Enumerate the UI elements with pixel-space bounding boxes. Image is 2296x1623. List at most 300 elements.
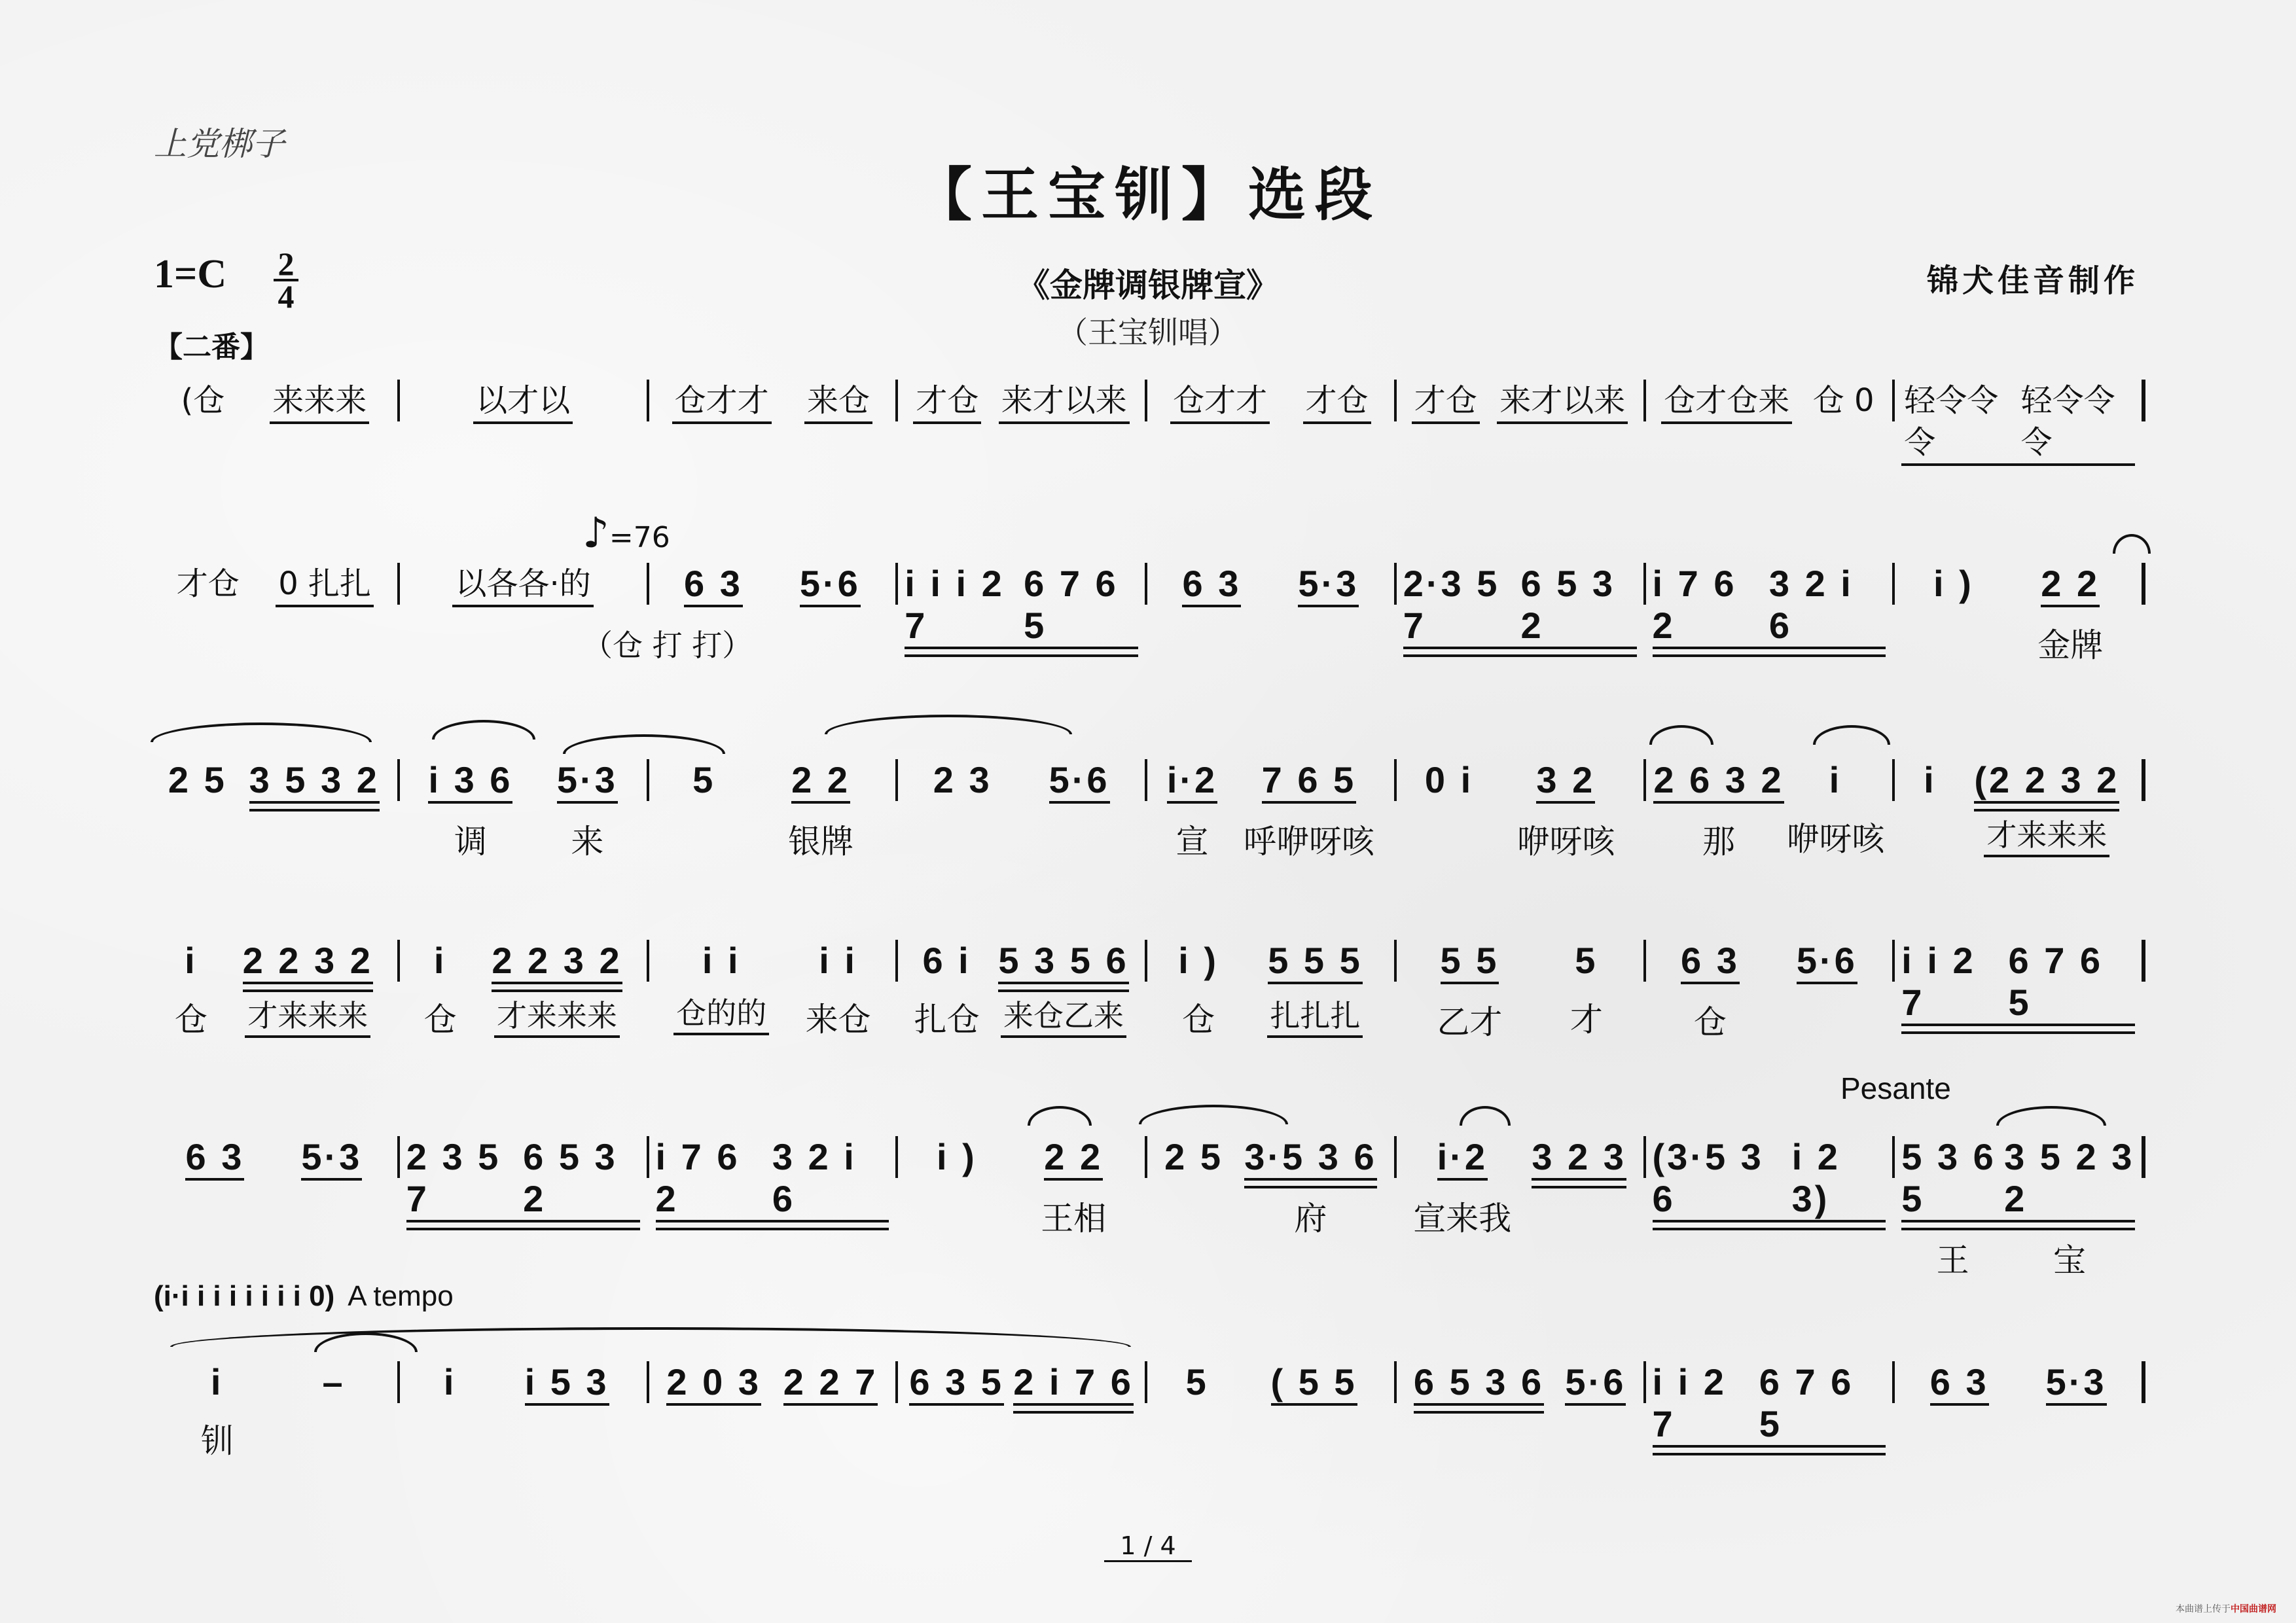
- jianpu-notes: i ): [1933, 563, 1974, 604]
- note-group: [1298, 563, 1359, 607]
- percussion-sub-line: （仓 打 打）: [583, 628, 753, 663]
- jianpu-notes: i: [433, 940, 447, 981]
- jianpu-notes: 3 2 3: [1532, 1136, 1626, 1181]
- lyric: 咿呀咳: [1516, 823, 1615, 861]
- percussion-under-text: 才来来来: [1984, 815, 2109, 857]
- jianpu-notes: 5·3: [557, 759, 618, 804]
- jianpu-notes: 6 7 6 5: [1024, 563, 1138, 649]
- jianpu-notes: 5 5 5: [1268, 940, 1363, 984]
- note-group: [656, 1136, 772, 1222]
- lyric: 府: [1294, 1200, 1327, 1238]
- measure: [649, 759, 899, 861]
- time-signature-bottom: 4: [278, 278, 295, 315]
- time-signature-top: 2: [278, 245, 295, 282]
- percussion-syllables: (仓: [181, 382, 225, 419]
- slur-mark: [2113, 534, 2151, 554]
- jianpu-notes: 5·3: [2046, 1361, 2107, 1406]
- note-group: [2004, 1136, 2135, 1280]
- lyric: 仓: [1693, 1003, 1727, 1041]
- note-group: [276, 563, 374, 607]
- lyric: 金牌: [2037, 626, 2104, 664]
- jianpu-notes: i i 2 7: [1901, 940, 2008, 1026]
- jianpu-notes: 5·6: [800, 563, 861, 607]
- lyric: 来: [571, 823, 604, 861]
- jianpu-notes: 2 5: [168, 759, 227, 800]
- measure: [898, 759, 1147, 801]
- tempo-value: =76: [609, 521, 670, 554]
- percussion-under-text: 才来来来: [245, 996, 370, 1038]
- note-group: [452, 563, 593, 607]
- note-group: [1170, 380, 1270, 424]
- note-group: [525, 1361, 609, 1406]
- section-label: 【二番】: [154, 330, 269, 364]
- jianpu-notes: i 7 6 2: [1653, 563, 1769, 649]
- jianpu-notes: i 2 3): [1792, 1136, 1886, 1222]
- note-group: [168, 759, 227, 801]
- genre-label: 上党梆子: [154, 125, 285, 163]
- jianpu-notes: i·2: [1167, 759, 1217, 804]
- jianpu-notes: ( 5 5: [1271, 1361, 1357, 1406]
- measure: [400, 563, 649, 605]
- jianpu-notes: 2 2: [1044, 1136, 1103, 1181]
- percussion-syllables: 来才以来: [1497, 380, 1628, 424]
- jianpu-notes: i ): [936, 1136, 977, 1177]
- note-group: [1413, 1136, 1511, 1238]
- note-group: [2037, 563, 2103, 665]
- eighth-note-icon: ♪: [583, 509, 609, 558]
- lyric: 钏: [200, 1422, 234, 1460]
- measure: [1646, 759, 1895, 861]
- note-group: [185, 1136, 244, 1181]
- jianpu-notes: 3·5 3 6: [1244, 1136, 1376, 1181]
- jianpu-notes: i i 2 7: [1653, 1361, 1759, 1448]
- slur-mark: [170, 1327, 1131, 1347]
- jianpu-notes: 2 2 7: [783, 1361, 878, 1406]
- jianpu-notes: 6 3 5: [909, 1361, 1004, 1406]
- note-group: [913, 380, 981, 424]
- score-line: [151, 940, 2145, 1041]
- lyric: 扎仓: [914, 1001, 980, 1039]
- note-group: [1797, 940, 1857, 984]
- note-group: [937, 1136, 977, 1178]
- jianpu-notes: 6 5 3 2: [1520, 563, 1636, 649]
- note-group: [243, 940, 373, 1038]
- measure: [1646, 1361, 1895, 1444]
- measure: [151, 759, 400, 801]
- note-group: [1182, 563, 1241, 607]
- producer-credit: 锦犬佳音制作: [1926, 262, 2139, 299]
- score-line: [151, 380, 2145, 461]
- percussion-under-text: 仓的的: [673, 993, 769, 1035]
- percussion-syllables: 来来来: [270, 380, 369, 424]
- measure: [649, 563, 899, 605]
- note-group: [806, 940, 871, 1039]
- measure: [400, 1361, 649, 1403]
- jianpu-notes: 5 5: [1441, 940, 1499, 984]
- note-group: [523, 1136, 639, 1222]
- note-group: [1184, 1361, 1210, 1403]
- note-group: [666, 1361, 761, 1406]
- jianpu-notes: i ): [1178, 940, 1219, 981]
- note-group: [1497, 380, 1628, 424]
- measure: [649, 940, 899, 1039]
- note-group: [909, 1361, 1004, 1406]
- score-line: [151, 759, 2145, 861]
- lyric: 那: [1702, 823, 1735, 861]
- lyric: 银牌: [788, 823, 854, 861]
- watermark: [2176, 1602, 2276, 1615]
- note-group: [1414, 1361, 1544, 1406]
- note-group: [1974, 759, 2119, 857]
- percussion-syllables: 来才以来: [999, 380, 1130, 424]
- note-group: [783, 1361, 878, 1406]
- note-group: [1412, 380, 1480, 424]
- note-group: [998, 940, 1128, 1038]
- note-group: [1570, 940, 1603, 1039]
- measure: [1895, 1361, 2145, 1403]
- singer-note: （王宝钏唱）: [1058, 315, 1238, 350]
- note-group: [179, 380, 228, 421]
- measure: [1147, 759, 1397, 861]
- note-group: [1901, 1136, 2004, 1280]
- jianpu-notes: 3 2 i 6: [1769, 563, 1886, 649]
- note-group: [673, 940, 769, 1035]
- jianpu-notes: i 5 3: [525, 1361, 609, 1406]
- jianpu-notes: 6 3: [1681, 940, 1740, 984]
- measure: [151, 380, 400, 421]
- measure: [898, 563, 1147, 646]
- jianpu-notes: 5 3 6 5: [1901, 1136, 2004, 1222]
- note-group: [406, 1136, 523, 1222]
- note-group: [1425, 759, 1473, 801]
- note-group: [1303, 380, 1371, 424]
- measure: [400, 759, 649, 861]
- percussion-syllables: 仓 0: [1812, 382, 1874, 419]
- jianpu-notes: 2 2 3 2: [243, 940, 373, 984]
- note-group: [1244, 759, 1374, 861]
- jianpu-notes: 2 3: [933, 759, 992, 800]
- jianpu-notes: 3 5 2 3 2: [2004, 1136, 2135, 1222]
- a-tempo-notes: (i·i i i i i i i i 0): [154, 1280, 335, 1312]
- note-group: [1516, 759, 1615, 861]
- measure: [151, 563, 400, 605]
- score-line: [151, 1361, 2145, 1460]
- jianpu-notes: 6 5 3 6: [1414, 1361, 1544, 1406]
- note-group: [933, 759, 992, 801]
- slur-mark: [1028, 1106, 1092, 1126]
- jianpu-notes: 6 3: [684, 563, 743, 607]
- jianpu-notes: 2 2 3 2: [492, 940, 622, 984]
- jianpu-notes: 6 3: [1930, 1361, 1989, 1406]
- jianpu-notes: i: [210, 1361, 224, 1402]
- jianpu-notes: 2 2: [2041, 563, 2100, 607]
- slur-mark: [1649, 725, 1713, 745]
- note-group: [473, 380, 573, 424]
- jianpu-notes: 5·6: [1049, 759, 1110, 804]
- note-group: [492, 940, 622, 1038]
- lyric: 来仓: [805, 1001, 871, 1039]
- percussion-syllables: 以各各·的: [452, 563, 593, 607]
- percussion-syllables: 轻令令令: [1901, 380, 2018, 466]
- measure: [400, 380, 649, 421]
- note-group: [2046, 1361, 2107, 1406]
- note-group: [1810, 380, 1877, 421]
- slur-mark: [432, 720, 535, 740]
- key-signature: 1=C: [154, 252, 227, 296]
- note-group: [175, 940, 207, 1039]
- jianpu-notes: 2 2: [791, 759, 850, 804]
- jianpu-notes: i: [443, 1361, 457, 1402]
- note-group: [672, 380, 772, 424]
- note-group: [2008, 940, 2135, 1026]
- jianpu-notes: (3·5 3 6: [1653, 1136, 1792, 1222]
- note-group: [1917, 759, 1943, 801]
- note-group: [1013, 1361, 1134, 1406]
- jianpu-notes: i: [1829, 759, 1842, 800]
- note-group: [321, 1361, 347, 1403]
- measure: [1895, 563, 2145, 664]
- note-group: [691, 759, 717, 801]
- jianpu-notes: 2 i 7 6: [1013, 1361, 1134, 1406]
- lyric: 仓: [174, 1001, 207, 1039]
- jianpu-notes: i 7 6 2: [656, 1136, 772, 1222]
- jianpu-notes: 5 3 5 6: [998, 940, 1128, 984]
- jianpu-notes: (2 2 3 2: [1974, 759, 2119, 804]
- percussion-syllables: 才仓: [913, 380, 981, 424]
- note-group: [1653, 1136, 1792, 1222]
- percussion-syllables: 才仓: [176, 565, 240, 602]
- note-group: [1759, 1361, 1886, 1448]
- note-group: [301, 1136, 362, 1181]
- measure: [151, 1361, 400, 1460]
- note-group: [1271, 1361, 1357, 1406]
- note-group: [270, 380, 369, 424]
- note-group: [1930, 1361, 1989, 1406]
- jianpu-notes: i: [1924, 759, 1937, 800]
- lyric: 宣: [1175, 823, 1209, 861]
- page-number-text: 1 / 4: [1104, 1531, 1191, 1562]
- jianpu-notes: i·2: [1437, 1136, 1488, 1181]
- jianpu-notes: i i: [819, 940, 857, 981]
- measure: [1147, 1136, 1397, 1238]
- measure: [1147, 940, 1397, 1039]
- jianpu-notes: i i: [702, 940, 741, 981]
- note-group: [1565, 1361, 1626, 1406]
- lyric: 仓: [1182, 1001, 1215, 1039]
- note-group: [1041, 1136, 1106, 1238]
- measure: [151, 940, 400, 1039]
- note-group: [249, 759, 380, 804]
- note-group: [800, 563, 861, 607]
- note-group: [2018, 380, 2135, 466]
- measure: [1397, 940, 1646, 1041]
- jianpu-notes: 3 2 i 6: [772, 1136, 889, 1222]
- jianpu-notes: 0 i: [1424, 759, 1474, 800]
- measure: [649, 1136, 899, 1219]
- measure: [898, 1361, 1147, 1403]
- tune-name: 《金牌调银牌宣》: [1017, 266, 1279, 304]
- measure: [151, 1136, 400, 1178]
- note-group: [1049, 759, 1110, 804]
- measure: [1397, 380, 1646, 421]
- percussion-syllables: 0 扎扎: [276, 563, 374, 607]
- percussion-syllables: 仓才才: [1170, 380, 1270, 424]
- jianpu-notes: 6 i: [922, 940, 971, 981]
- jianpu-notes: 3 5 3 2: [249, 759, 380, 804]
- slur-mark: [825, 715, 1072, 734]
- percussion-syllables: 以才以: [473, 380, 573, 424]
- jianpu-notes: 5: [692, 759, 716, 800]
- note-group: [1786, 759, 1884, 859]
- percussion-syllables: 才仓: [1303, 380, 1371, 424]
- note-group: [772, 1136, 889, 1222]
- jianpu-notes: 2 5: [1164, 1136, 1223, 1177]
- note-group: [1532, 1136, 1626, 1181]
- jianpu-notes: 6 7 6 5: [1759, 1361, 1886, 1448]
- measure: [1397, 1136, 1646, 1238]
- measure: [1147, 1361, 1397, 1403]
- note-group: [1437, 940, 1502, 1042]
- note-group: [1244, 1136, 1376, 1238]
- measure: [1646, 940, 1895, 1041]
- jianpu-notes: 2 0 3: [666, 1361, 761, 1406]
- percussion-syllables: 仓才仓来: [1661, 380, 1792, 424]
- measure: [400, 1136, 649, 1219]
- percussion-under-text: 才来来来: [494, 996, 620, 1038]
- measure: [1646, 380, 1895, 421]
- jianpu-notes: 6 3: [185, 1136, 244, 1181]
- note-group: [684, 563, 743, 607]
- lyric: 乙才: [1437, 1003, 1503, 1041]
- note-group: [1769, 563, 1886, 649]
- measure: [898, 380, 1147, 421]
- note-group: [1024, 563, 1138, 649]
- tempo-marking: [583, 509, 670, 558]
- page-number: [0, 1531, 2296, 1560]
- measure: [1147, 380, 1397, 421]
- jianpu-notes: –: [322, 1361, 346, 1402]
- note-group: [1164, 1136, 1223, 1178]
- measure: [1397, 759, 1646, 861]
- measure: [649, 380, 899, 421]
- slur-mark: [1460, 1106, 1511, 1126]
- measure: [1895, 1136, 2145, 1279]
- note-group: [1520, 563, 1636, 649]
- jianpu-notes: 5: [1185, 1361, 1209, 1402]
- note-group: [788, 759, 853, 861]
- note-group: [804, 380, 872, 424]
- lyric: 宝: [2053, 1241, 2087, 1279]
- slur-mark: [563, 734, 725, 754]
- jianpu-notes: 6 5 3 2: [523, 1136, 639, 1222]
- measure: [898, 940, 1147, 1039]
- watermark-brand: 中国曲谱网: [2231, 1604, 2276, 1614]
- note-group: [1901, 940, 2008, 1026]
- score-title: 【王宝钏】选段: [914, 160, 1382, 228]
- lyric: 咿呀咳: [1786, 820, 1885, 858]
- note-group: [1403, 563, 1521, 649]
- note-group: [905, 563, 1024, 649]
- jianpu-notes: 2 6 3 2: [1653, 759, 1784, 804]
- watermark-prefix: 本曲谱上传于: [2176, 1604, 2231, 1614]
- jianpu-notes: 5·3: [1298, 563, 1359, 607]
- lyric: 宣来我: [1413, 1200, 1512, 1238]
- a-tempo-mark: A tempo: [348, 1280, 454, 1312]
- measure: [649, 1361, 899, 1403]
- note-group: [999, 380, 1130, 424]
- percussion-syllables: 来仓: [804, 380, 872, 424]
- lyric: 调: [454, 823, 487, 861]
- lyric: 王: [1936, 1241, 1969, 1279]
- lyric: 才: [1570, 1001, 1603, 1039]
- measure: [1895, 380, 2145, 461]
- score-line: [151, 1136, 2145, 1279]
- note-group: [914, 940, 980, 1039]
- jianpu-notes: i i i 2 7: [905, 563, 1024, 649]
- jianpu-notes: 2·3 5 7: [1403, 563, 1521, 649]
- note-group: [1267, 940, 1363, 1038]
- jianpu-notes: 5·6: [1797, 940, 1857, 984]
- jianpu-notes: 6 7 6 5: [2008, 940, 2135, 1026]
- percussion-syllables: 仓才才: [672, 380, 772, 424]
- note-group: [1681, 940, 1740, 1042]
- measure: [1397, 563, 1646, 646]
- note-group: [424, 940, 457, 1039]
- a-tempo-line: [154, 1280, 454, 1313]
- jianpu-notes: 3 2: [1536, 759, 1595, 804]
- note-group: [1653, 563, 1769, 649]
- jianpu-notes: 5·6: [1565, 1361, 1626, 1406]
- measure: [1397, 1361, 1646, 1403]
- jianpu-notes: 7 6 5: [1262, 759, 1357, 804]
- note-group: [174, 563, 242, 605]
- pesante-mark: Pesante: [1840, 1071, 1951, 1105]
- jianpu-notes: i 3 6: [428, 759, 512, 804]
- measure: [1147, 563, 1397, 605]
- slur-mark: [1813, 725, 1890, 745]
- note-group: [428, 759, 512, 861]
- jianpu-notes: 5: [1575, 940, 1598, 981]
- jianpu-notes: 2 3 5 7: [406, 1136, 523, 1222]
- lyric: 呼咿呀咳: [1243, 823, 1374, 861]
- slur-mark: [151, 722, 372, 742]
- note-group: [1933, 563, 1974, 605]
- note-group: [1901, 380, 2018, 466]
- measure: [1646, 563, 1895, 646]
- measure: [898, 1136, 1147, 1238]
- note-group: [1653, 759, 1784, 861]
- lyric: 仓: [423, 1001, 457, 1039]
- note-group: [1178, 940, 1219, 1039]
- note-group: [201, 1361, 234, 1461]
- percussion-syllables: 轻令令令: [2018, 380, 2135, 466]
- percussion-under-text: 扎扎扎: [1267, 996, 1363, 1038]
- note-group: [557, 759, 618, 861]
- note-group: [1653, 1361, 1759, 1448]
- measure: [1895, 759, 2145, 853]
- measure: [1646, 1136, 1895, 1219]
- percussion-under-text: 来仓乙来: [1001, 996, 1126, 1038]
- lyric: 王相: [1041, 1200, 1107, 1238]
- slur-mark: [1996, 1106, 2106, 1126]
- note-group: [437, 1361, 463, 1403]
- slur-mark: [1139, 1105, 1288, 1124]
- measure: [1895, 940, 2145, 1023]
- measure: [400, 940, 649, 1039]
- note-group: [1167, 759, 1217, 861]
- jianpu-notes: i: [185, 940, 198, 981]
- jianpu-notes: 6 3: [1182, 563, 1241, 607]
